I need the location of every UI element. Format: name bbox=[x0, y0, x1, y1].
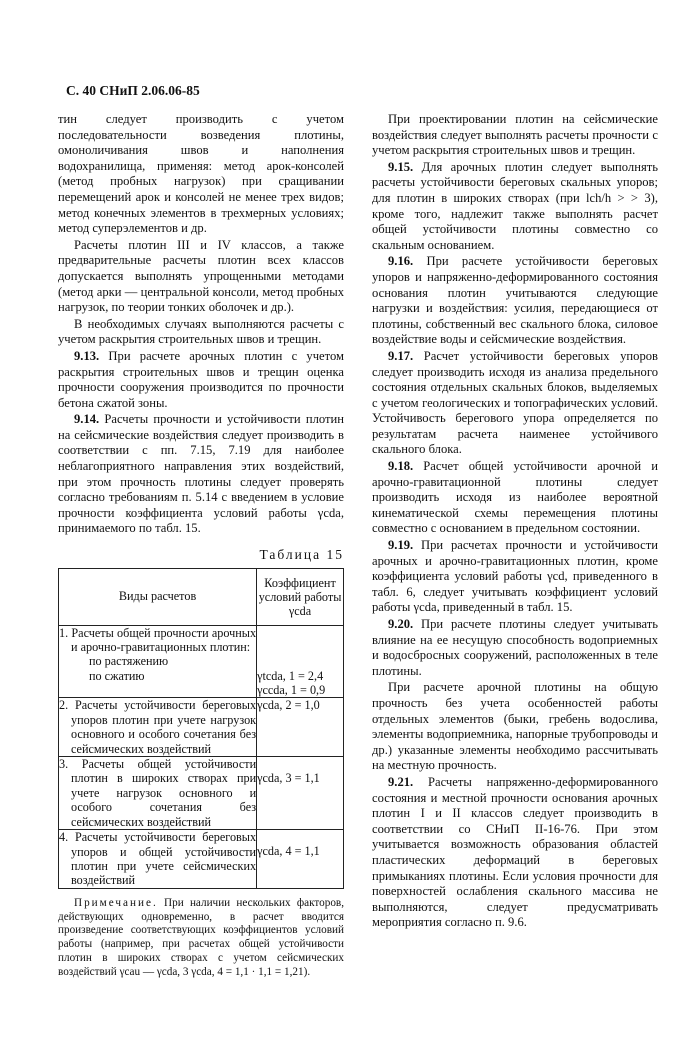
paragraph: Расчеты плотин III и IV классов, а также предварительные расчеты плотин всех классов допускается выполнять упрощенными методами (метод арки — центральной консоли, метод пробных нагрузок, по теории тонких оболочек и др.). bbox=[58, 237, 344, 315]
clause-number: 9.19. bbox=[388, 538, 414, 553]
clause-text: При расчетах прочности и устойчивости арочных и арочно-гравитационных плотин, кроме коэффициента условий работы γcd, приведенного в табл. 6, следует учитывать коэффициент условий работы γcda, приведенный в табл. 15. bbox=[372, 538, 658, 615]
clause-text: При расчете арочных плотин с учетом раскрытия строительных швов и трещин оценка прочности сооружения производится по прочности бетона сжатой зоны. bbox=[58, 348, 344, 410]
table-cell-coef bbox=[257, 757, 344, 830]
left-column bbox=[58, 112, 344, 980]
paragraph bbox=[372, 775, 658, 931]
coef-value: γtcda, 1 = 2,4 bbox=[257, 668, 324, 683]
table-15 bbox=[58, 568, 344, 889]
row-subitem: по сжатию bbox=[89, 668, 145, 683]
clause-text: Расчет устойчивости береговых упоров следует производить исходя из анализа предельного состояния отдельных скальных блоков, выделяемых с учетом геологических и топографических условий. Устойчивость берегового упора определяется по результатам расчета наименее устойчивого скального блока. bbox=[372, 348, 658, 457]
table-header-kind: Виды расчетов bbox=[59, 568, 257, 625]
coef-value: γccda, 1 = 0,9 bbox=[257, 683, 326, 698]
table-cell-coef bbox=[257, 698, 344, 757]
table-row bbox=[59, 757, 344, 830]
clause-text: При расчете плотины следует учитывать влияние на ее несущую способность водоприемных и водосбросных сооружений, расположенных в теле плотины. bbox=[372, 617, 658, 678]
clause-number: 9.20. bbox=[388, 617, 414, 631]
table-note bbox=[58, 897, 344, 980]
paragraph bbox=[372, 160, 658, 254]
clause-text: Расчеты напряженно-деформированного состояния и местной прочности основания арочных плотин I и II классов следует производить в соответствии со СНиП II-16-76. При этом учитывается возможность образования областей пластических деформаций в береговых примыканиях плотины. Если условия прочности для поверхностей ослабления скального массива не выполняются, следует предусматривать мероприятия согласно п. 9.6. bbox=[372, 774, 658, 930]
table-row bbox=[59, 830, 344, 889]
page-header: С. 40 СНиП 2.06.06-85 bbox=[66, 83, 200, 98]
paragraph bbox=[58, 349, 344, 411]
right-column bbox=[372, 112, 658, 931]
clause-number: 9.18. bbox=[388, 459, 414, 474]
table-cell-coef bbox=[257, 830, 344, 889]
clause-number: 9.16. bbox=[388, 254, 414, 269]
paragraph bbox=[372, 349, 658, 458]
row-text: 1. Расчеты общей прочности арочных и арочно-гравитационных плотин: bbox=[59, 625, 257, 655]
table-cell-kind bbox=[59, 698, 257, 757]
clause-number: 9.17. bbox=[388, 348, 414, 363]
header-line: Коэффициент bbox=[264, 575, 336, 590]
paragraph bbox=[372, 617, 658, 679]
row-subitem: по растяжению bbox=[89, 654, 169, 669]
table-row bbox=[59, 698, 344, 757]
paragraph: тин следует производить с учетом последовательности возведения плотины, омоноличивания швов и наполнения водохранилища, применяя: метод арок-консолей (метод пробных нагрузок) при сращивании перемещений арок и консолей не менее трех видов; метод конечных элементов в трехмерных условиях; метод суперэлементов и др. bbox=[58, 112, 344, 236]
row-text: 3. Расчеты общей устойчивости плотин в широких створах при учете нагрузок основного и особого сочетания без сейсмических воздействий bbox=[59, 757, 257, 829]
clause-text: При расчете устойчивости береговых упоров и напряженно-деформированного состояния основания плотин учитываются следующие нагрузки и воздействия: усилия, передающиеся от плотины, собственный вес скального блока, силовое воздействие воды и сейсмические воздействия. bbox=[372, 254, 658, 347]
clause-text: Расчет общей устойчивости арочной и арочно-гравитационной плотины следует производить исходя из наиболее вероятной кинематической схемы перемещения плотины совместно с основанием в предельном состоянии. bbox=[372, 459, 658, 536]
table-cell-coef bbox=[257, 625, 344, 698]
row-text: 4. Расчеты устойчивости береговых упоров и общей устойчивости плотин при учете сейсмических воздействий bbox=[59, 830, 257, 888]
coef-value: γcda, 2 = 1,0 bbox=[257, 698, 320, 713]
table-header-coef bbox=[257, 568, 344, 625]
paragraph bbox=[58, 412, 344, 537]
paragraph: В необходимых случаях выполняются расчеты с учетом раскрытия строительных швов и трещин. bbox=[58, 316, 344, 347]
header-line: γcda bbox=[288, 603, 312, 618]
clause-number: 9.14. bbox=[74, 412, 100, 427]
table-caption: Таблица 15 bbox=[259, 547, 344, 563]
clause-number: 9.15. bbox=[388, 159, 414, 174]
table-cell-kind bbox=[59, 757, 257, 830]
paragraph bbox=[372, 459, 658, 537]
note-text: При наличии нескольких факторов, действующих одновременно, в расчет вводится произведение соответствующих коэффициентов условий работы (например, при расчетах общей устойчивости плотин в широких створах с учетом сейсмических воздействий γcau — γcda, 3 γcda, 4 = 1,1 · 1,1 = 1,21). bbox=[58, 896, 344, 978]
note-label: Примечание. bbox=[74, 896, 158, 909]
clause-text: Расчеты прочности и устойчивости плотин на сейсмические воздействия следует производить в соответствии с пп. 7.15, 7.19 для наиболее неблагоприятного направления этих воздействий, при этом прочность плотины следует проверять согласно требованиям п. 5.14 с введением в условие прочности коэффициента условий работы γcda, принимаемого по табл. 15. bbox=[58, 412, 344, 536]
row-text: 2. Расчеты устойчивости береговых упоров плотин при учете нагрузок основного и особого сочетания без сейсмических воздействий bbox=[59, 698, 257, 756]
header-line: условий работы bbox=[258, 589, 342, 604]
clause-number: 9.21. bbox=[388, 774, 414, 789]
coef-value: γcda, 4 = 1,1 bbox=[257, 844, 320, 859]
table-header-row bbox=[59, 568, 344, 625]
paragraph: При расчете арочной плотины на общую прочность без учета особенностей работы отдельных элементов (быки, гребень водослива, элементы водоприемника, напорные трубопроводы и др.) указанные элементы необходимо рассчитывать на местную прочность. bbox=[372, 680, 658, 773]
paragraph bbox=[372, 254, 658, 348]
clause-text: Для арочных плотин следует выполнять расчеты устойчивости береговых скальных упоров; для плотин в широких створах (при lch/h > > 3), кроме того, надлежит также выполнять расчет общей устойчивости плотины совместно со скальным основанием. bbox=[372, 159, 658, 252]
table-cell-kind bbox=[59, 625, 257, 698]
clause-number: 9.13. bbox=[74, 348, 100, 363]
paragraph bbox=[372, 538, 658, 616]
table-cell-kind bbox=[59, 830, 257, 889]
table-row bbox=[59, 625, 344, 698]
paragraph: При проектировании плотин на сейсмические воздействия следует выполнять расчеты прочности с учетом раскрытия строительных швов и трещин. bbox=[372, 112, 658, 158]
coef-value: γcda, 3 = 1,1 bbox=[257, 771, 320, 786]
